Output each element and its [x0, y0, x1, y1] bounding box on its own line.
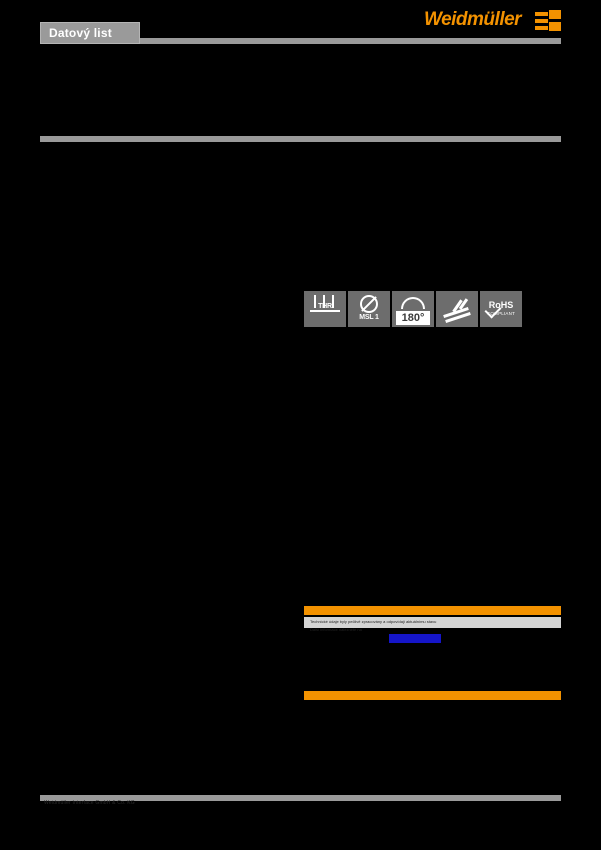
fine-print-line-b: Další informace naleznete na: [310, 627, 362, 632]
temperature-180-icon: [392, 291, 434, 327]
soldering-icon: [436, 291, 478, 327]
header-rule: [140, 38, 561, 44]
soldering-iron-shape: [441, 297, 473, 321]
section-heading-bar-2: [304, 691, 561, 700]
msl-icon: [348, 291, 390, 327]
catalog-link[interactable]: [389, 634, 441, 643]
thr-icon: [304, 291, 346, 327]
product-property-icons: [304, 291, 522, 327]
rohs-icon-label: RoHS: [488, 300, 514, 310]
section-heading-bar-1: [304, 606, 561, 615]
temperature-arc-shape: [401, 297, 425, 309]
rohs-icon: [480, 291, 522, 327]
weidmueller-logo: [424, 8, 561, 34]
fine-print-line-a: Technické údaje byly pečlivě zpracovány a odpovídají aktuálnímu stavu: [310, 619, 437, 624]
top-separator-bar: [40, 136, 561, 142]
thr-icon-label: THR: [318, 303, 332, 310]
thr-board-shape: [310, 310, 340, 312]
rohs-icon-sublabel: COMPLIANT: [486, 311, 516, 316]
brand-mark-icon: [535, 10, 561, 31]
footer-note: Weidmüller Interface GmbH & Co. KG: [44, 800, 135, 806]
datasheet-tab: Datový list: [40, 22, 140, 44]
brand-wordmark: Weidmüller: [424, 9, 522, 30]
temperature-180-label: 180°: [401, 312, 425, 324]
msl-icon-label: MSL 1: [359, 314, 379, 321]
document-header: [0, 0, 601, 56]
